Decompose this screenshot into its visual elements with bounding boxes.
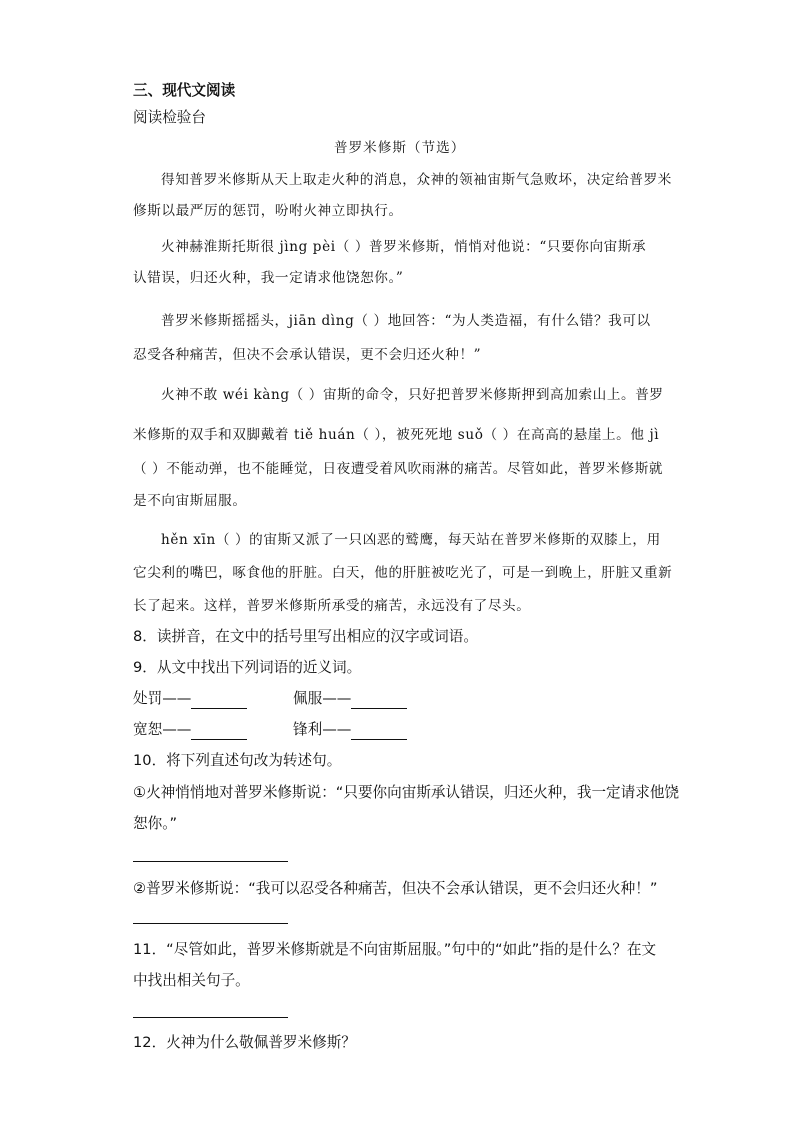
question-10: 10．将下列直述句改为转述句。 xyxy=(133,752,342,769)
synonym-answer-blank[interactable] xyxy=(191,723,247,740)
passage-line-11: hěn xīn（ ）的宙斯又派了一只凶恶的鹫鹰，每天站在普罗米修斯的双膝上，用 xyxy=(161,532,661,548)
synonym-word: 佩服—— xyxy=(293,690,352,707)
section-subheading: 阅读检验台 xyxy=(133,109,206,126)
passage-line-5: 普罗米修斯摇摇头，jiān dìng（ ）地回答：“为人类造福，有什么错？我可以 xyxy=(161,313,651,329)
synonym-answer-blank[interactable] xyxy=(351,692,407,709)
question-10-item-2: ②普罗米修斯说：“我可以忍受各种痛苦，但决不会承认错误，更不会归还火种！” xyxy=(133,880,658,897)
answer-line-10-1[interactable] xyxy=(133,861,288,862)
passage-line-4: 认错误，归还火种，我一定请求他饶恕你。” xyxy=(133,270,404,286)
question-8: 8．读拼音，在文中的括号里写出相应的汉字或词语。 xyxy=(133,628,478,645)
synonym-item-4 xyxy=(293,720,407,740)
passage-line-2: 修斯以最严厉的惩罚，吩咐火神立即执行。 xyxy=(133,203,403,219)
synonym-word: 锋利—— xyxy=(293,721,352,738)
synonym-answer-blank[interactable] xyxy=(351,723,407,740)
passage-title: 普罗米修斯（节选） xyxy=(334,140,466,156)
passage-line-7: 火神不敢 wéi kàng（ ）宙斯的命令，只好把普罗米修斯押到高加索山上。普罗 xyxy=(161,387,664,403)
passage-line-8: 米修斯的双手和双脚戴着 tiě huán（ ），被死死地 suǒ（ ）在高高的悬崖上。他 jì xyxy=(133,427,660,443)
synonym-item-1 xyxy=(133,689,247,709)
answer-line-10-2[interactable] xyxy=(133,923,288,924)
synonym-word: 处罚—— xyxy=(133,690,192,707)
passage-line-6: 忍受各种痛苦，但决不会承认错误，更不会归还火种！” xyxy=(133,347,482,363)
answer-line-11[interactable] xyxy=(133,1017,288,1018)
passage-line-12: 它尖利的嘴巴，啄食他的肝脏。白天，他的肝脏被吃光了，可是一到晚上，肝脏又重新 xyxy=(133,565,673,581)
passage-line-1: 得知普罗米修斯从天上取走火种的消息，众神的领袖宙斯气急败坏，决定给普罗米 xyxy=(161,172,672,188)
passage-line-13: 长了起来。这样，普罗米修斯所承受的痛苦，永远没有了尽头。 xyxy=(133,598,531,614)
passage-line-10: 是不向宙斯屈服。 xyxy=(133,493,247,509)
synonym-word: 宽恕—— xyxy=(133,721,192,738)
question-9: 9．从文中找出下列词语的近义词。 xyxy=(133,659,362,676)
passage-line-3: 火神赫淮斯托斯很 jìng pèi（ ）普罗米修斯，悄悄对他说：“只要你向宙斯承 xyxy=(161,239,647,255)
passage-line-9: （ ）不能动弹，也不能睡觉，日夜遭受着风吹雨淋的痛苦。尽管如此，普罗米修斯就 xyxy=(133,461,664,477)
synonym-item-2 xyxy=(293,689,407,709)
question-10-item-1-line-1: ①火神悄悄地对普罗米修斯说：“只要你向宙斯承认错误，归还火种，我一定请求他饶 xyxy=(133,784,680,801)
question-11-line-2: 中找出相关句子。 xyxy=(133,972,250,989)
question-12: 12．火神为什么敬佩普罗米修斯？ xyxy=(133,1034,356,1051)
question-11-line-1: 11．“尽管如此，普罗米修斯就是不向宙斯屈服。”句中的“如此”指的是什么？在文 xyxy=(133,941,657,958)
section-heading: 三、现代文阅读 xyxy=(133,82,236,99)
question-10-item-1-line-2: 恕你。” xyxy=(133,815,178,832)
synonym-item-3 xyxy=(133,720,247,740)
synonym-answer-blank[interactable] xyxy=(191,692,247,709)
